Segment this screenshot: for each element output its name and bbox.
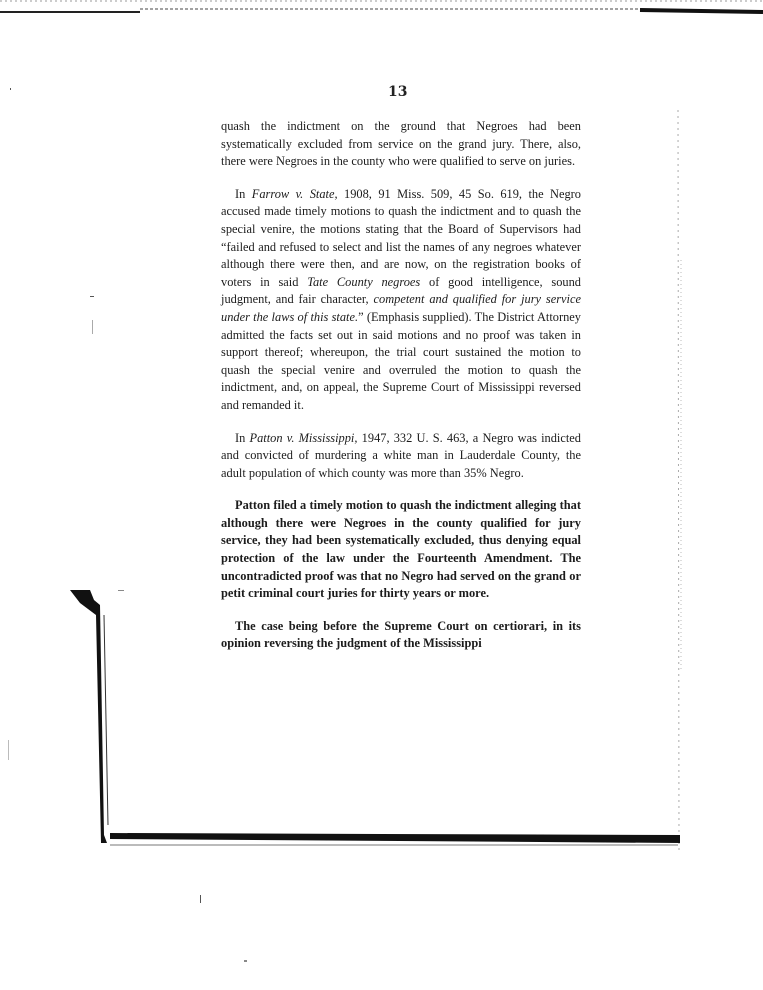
bottom-scan-rule xyxy=(110,825,680,855)
scan-speck xyxy=(118,590,124,591)
scan-speck xyxy=(10,88,11,90)
right-scan-edge xyxy=(672,110,688,850)
case-citation-italic: competent and qualified for jury service under the laws of this state. xyxy=(221,292,581,324)
paragraph xyxy=(221,118,581,171)
scan-speck xyxy=(8,740,9,760)
text-run: Patton filed a timely motion to quash the indictment alleging that although there were Negroes in the county qualified for jury service, they had been systematically excluded, thus denying equal protection of the law under the Fourteenth Amendment. The uncontradicted proof was that no Negro had served on the grand or petit criminal court juries for thirty years or more. xyxy=(221,498,581,601)
paragraph xyxy=(221,497,581,603)
scan-speck xyxy=(92,320,93,334)
text-run: The case being before the Supreme Court on certiorari, in its opinion reversing the judgment of the Mississippi xyxy=(221,618,581,651)
left-binding-mark xyxy=(60,585,130,845)
text-run: quash the indictment on the ground that Negroes had been systematically excluded from service on the grand jury. There, also, there were Negroes in the county who were qualified to serve on juries. xyxy=(221,119,581,169)
scan-speck xyxy=(244,960,247,962)
scan-speck xyxy=(90,296,94,297)
text-run: 1908, 91 Miss. 509, 45 So. 619, the Negro accused made timely motions to quash the indictment and to quash the special venire, the motions stating that the Board of Supervisors had “failed and refused to select and list the names of any negroes whatever although there were then, and are now, on the registration books of voters in said xyxy=(221,186,581,289)
text-run: In xyxy=(235,186,252,201)
document-body xyxy=(221,118,581,668)
top-scan-rule xyxy=(0,0,763,16)
text-run: ” (Emphasis supplied). The District Attorney admitted the facts set out in said motions and no proof was taken in support thereof; whereupon, the trial court sustained the motion to quash the special venire and overruled the motion to quash the indictment, and, on appeal, the Supreme Court of Mississippi reversed and remanded it. xyxy=(221,309,581,412)
scan-speck xyxy=(200,895,201,903)
text-run: of good intelligence, sound judgment, and fair character, xyxy=(221,274,581,307)
paragraph xyxy=(221,430,581,483)
case-citation-italic: Tate County negroes xyxy=(307,274,421,289)
text-run: In xyxy=(235,430,250,445)
page-number: 13 xyxy=(388,84,408,100)
paragraph xyxy=(221,618,581,653)
case-citation-italic: Patton v. Mississippi, xyxy=(249,430,358,445)
text-run: 1947, 332 U. S. 463, a Negro was indicted and convicted of murdering a white man in Lauderdale County, the adult population of which county was more than 35% Negro. xyxy=(221,430,582,480)
case-citation-italic: Farrow v. State, xyxy=(251,186,338,201)
paragraph xyxy=(221,186,581,415)
